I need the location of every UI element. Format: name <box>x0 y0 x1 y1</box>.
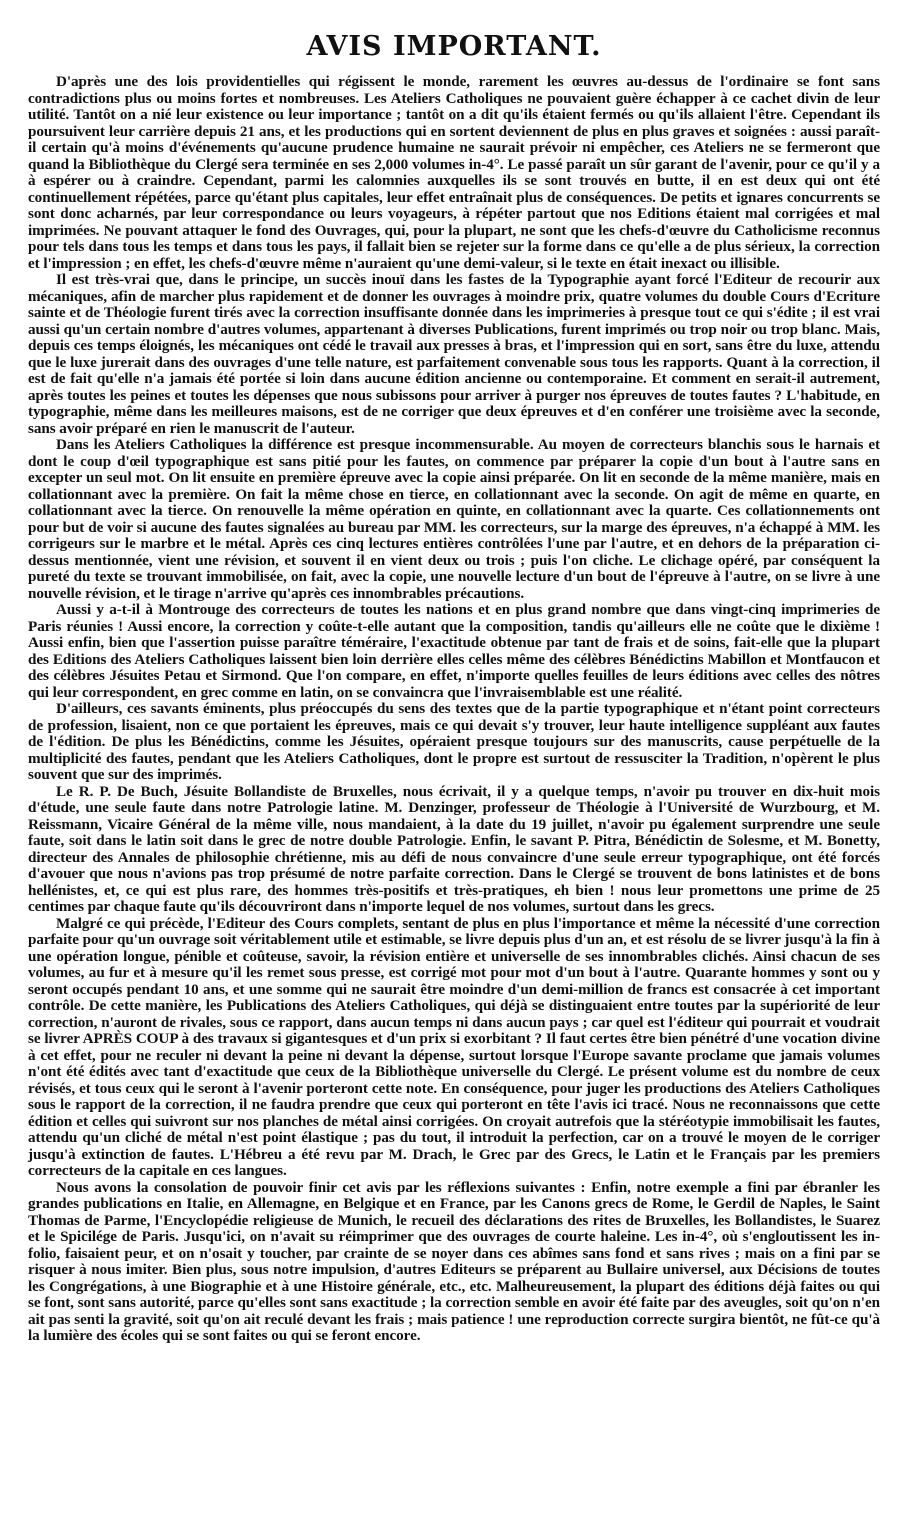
paragraph-3: Dans les Ateliers Catholiques la différence est presque incommensurable. Au moyen de correcteurs blanchis sous le harnais et dont le coup d'œil typographique est sans pitié pour les fautes, on commence par préparer la copie d'un bout à l'autre sans en excepter un seul mot. On lit ensuite en première épreuve avec la copie ainsi préparée. On lit en seconde de la même manière, mais en collationnant avec la première. On fait la même chose en tierce, en collationnant avec la seconde. On agit de même en quarte, en collationnant avec la tierce. On renouvelle la même opération en quinte, en collationnant avec la quarte. Ces collationnements ont pour but de voir si aucune des fautes signalées au bureau par MM. les correcteurs, sur la marge des épreuves, n'a échappé à MM. les corrigeurs sur le marbre et le métal. Après ces cinq lectures entières contrôlées l'une par l'autre, et en dehors de la préparation ci-dessus mentionnée, vient une révision, et souvent il en vient deux ou trois ; puis l'on cliche. Le clichage opéré, par conséquent la pureté du texte se trouvant immobilisée, on fait, avec la copie, une nouvelle lecture d'un bout de l'épreuve à l'autre, on se livre à une nouvelle révision, et le tirage n'arrive qu'après ces innombrables précautions. <box>28 436 880 602</box>
paragraph-7: Malgré ce qui précède, l'Editeur des Cours complets, sentant de plus en plus l'importance et même la nécessité d'une correction parfaite pour qu'un ouvrage soit véritablement utile et estimable, se livre depuis plus d'un an, et est résolu de se livrer jusqu'à la fin à une opération longue, pénible et coûteuse, savoir, la révision entière et universelle de ses innombrables clichés. Ainsi chacun de ses volumes, au fur et à mesure qu'il les remet sous presse, est corrigé mot pour mot d'un bout à l'autre. Quarante hommes y sont ou y seront occupés pendant 10 ans, et une somme qui ne saurait être moindre d'un demi-million de francs est consacrée à cet important contrôle. De cette manière, les Publications des Ateliers Catholiques, qui déjà se distinguaient entre toutes par la supériorité de leur correction, n'auront de rivales, sous ce rapport, dans aucun temps ni dans aucun pays ; car quel est l'éditeur qui pourrait et voudrait se livrer APRÈS COUP à des travaux si gigantesques et d'un prix si exorbitant ? Il faut certes être bien pénétré d'une vocation divine à cet effet, pour ne reculer ni devant la peine ni devant la dépense, surtout lorsque l'Europe savante proclame que jamais volumes n'ont été édités avec tant d'exactitude que ceux de la Bibliothèque universelle du Clergé. Le présent volume est du nombre de ceux révisés, et tous ceux qui le seront à l'avenir porteront cette note. En conséquence, pour juger les productions des Ateliers Catholiques sous le rapport de la correction, il ne faudra prendre que ceux qui porteront en tête l'avis ici tracé. Nous ne reconnaissons que cette édition et celles qui suivront sur nos planches de métal ainsi corrigées. On croyait autrefois que la stéréotypie immobilisait les fautes, attendu qu'un cliché de métal n'est point élastique ; pas du tout, il introduit la perfection, car on a trouvé le moyen de le corriger jusqu'à extinction de fautes. L'Hébreu a été revu par M. Drach, le Grec par des Grecs, le Latin et le Français par les premiers correcteurs de la capitale en ces langues. <box>28 914 880 1179</box>
paragraph-5: D'ailleurs, ces savants éminents, plus préoccupés du sens des textes que de la partie typographique et n'étant point correcteurs de profession, lisaient, non ce que portaient les épreuves, mais ce qui devait s'y trouver, leur haute intelligence suppléant aux fautes de l'édition. De plus les Bénédictins, comme les Jésuites, opéraient presque toujours sur des manuscrits, cause perpétuelle de la multiplicité des fautes, pendant que les Ateliers Catholiques, dont le propre est surtout de ressusciter la Tradition, n'opèrent le plus souvent que sur des imprimés. <box>28 700 880 783</box>
document-body <box>28 74 880 1345</box>
paragraph-8: Nous avons la consolation de pouvoir finir cet avis par les réflexions suivantes : Enfin, notre exemple a fini par ébranler les grandes publications en Italie, en Allemagne, en Belgique et en France, par les Canons grecs de Rome, le Gerdil de Naples, le Saint Thomas de Parme, l'Encyclopédie religieuse de Munich, le recueil des déclarations des rites de Bruxelles, les Bollandistes, le Suarez et le Spicilége de Paris. Jusqu'ici, on n'avait su réimprimer que des ouvrages de courte haleine. Les in-4°, où s'engloutissent les in-folio, faisaient peur, et on n'osait y toucher, par crainte de se noyer dans ces abîmes sans fond et sans rives ; mais on a fini par se risquer à nous imiter. Bien plus, sous notre impulsion, d'autres Editeurs se préparent au Bullaire universel, aux Décisions de toutes les Congrégations, à une Biographie et à une Histoire générale, etc., etc. Malheureusement, la plupart des éditions déjà faites ou qui se font, sont sans autorité, parce qu'elles sont sans exactitude ; la correction semble en avoir été faite par des aveugles, soit qu'on n'en ait pas senti la gravité, soit qu'on ait reculé devant les frais ; mais patience ! une reproduction correcte surgira bientôt, ne fût-ce qu'à la lumière des écoles qui se sont faites ou qui se feront encore. <box>28 1178 880 1344</box>
paragraph-2: Il est très-vrai que, dans le principe, un succès inouï dans les fastes de la Typographie ayant forcé l'Editeur de recourir aux mécaniques, afin de marcher plus rapidement et de donner les ouvrages à moindre prix, quatre volumes du double Cours d'Ecriture sainte et de Théologie furent tirés avec la correction insuffisante donnée dans les imprimeries à presque tout ce qui s'édite ; il est vrai aussi qu'un certain nombre d'autres volumes, appartenant à diverses Publications, furent imprimés ou trop noir ou trop blanc. Mais, depuis ces temps éloignés, les mécaniques ont cédé le travail aux presses à bras, et l'impression qui en sort, sans être du luxe, attendu que le luxe jurerait dans des ouvrages d'une telle nature, est parfaitement convenable sous tous les rapports. Quant à la correction, il est de fait qu'elle n'a jamais été portée si loin dans aucune édition ancienne ou contemporaine. Et comment en serait-il autrement, après toutes les peines et toutes les dépenses que nous subissons pour arriver à purger nos épreuves de toutes fautes ? L'habitude, en typographie, même dans les meilleures maisons, est de ne corriger que deux épreuves et d'en conférer une troisième avec la seconde, sans avoir préparé en rien le manuscrit de l'auteur. <box>28 271 880 437</box>
document-page <box>28 32 880 1345</box>
paragraph-6: Le R. P. De Buch, Jésuite Bollandiste de Bruxelles, nous écrivait, il y a quelque temps, n'avoir pu trouver en dix-huit mois d'étude, une seule faute dans notre Patrologie latine. M. Denzinger, professeur de Théologie à l'Université de Wurzbourg, et M. Reissmann, Vicaire Général de la même ville, nous mandaient, à la date du 19 juillet, n'avoir pu également surprendre une seule faute, soit dans le latin soit dans le grec de notre double Patrologie. Enfin, le savant P. Pitra, Bénédictin de Solesme, et M. Bonetty, directeur des Annales de philosophie chrétienne, mis au défi de nous convaincre d'une seule erreur typographique, ont été forcés d'avouer que nous n'avions pas trop présumé de notre parfaite correction. Dans le Clergé se trouvent de bons latinistes et de bons hellénistes, et, ce qui est plus rare, des hommes très-positifs et très-pratiques, eh bien ! nous leur promettons une prime de 25 centimes par chaque faute qu'ils découvriront dans n'importe lequel de nos volumes, surtout dans les grecs. <box>28 782 880 915</box>
paragraph-4: Aussi y a-t-il à Montrouge des correcteurs de toutes les nations et en plus grand nombre que dans vingt-cinq imprimeries de Paris réunies ! Aussi encore, la correction y coûte-t-elle autant que la composition, tandis qu'ailleurs elle ne coûte que le dixième ! Aussi enfin, bien que l'assertion puisse paraître téméraire, l'exactitude obtenue par tant de frais et de soins, fait-elle que la plupart des Editions des Ateliers Catholiques laissent bien loin derrière elles celles même des célèbres Bénédictins Mabillon et Montfaucon et des célèbres Jésuites Petau et Sirmond. Que l'on compare, en effet, n'importe quelles feuilles de leurs éditions avec celles des nôtres qui leur correspondent, en grec comme en latin, on se convaincra que l'invraisemblable est une réalité. <box>28 601 880 701</box>
paragraph-1: D'après une des lois providentielles qui régissent le monde, rarement les œuvres au-dessus de l'ordinaire se font sans contradictions plus ou moins fortes et nombreuses. Les Ateliers Catholiques ne pouvaient guère échapper à ce cachet divin de leur utilité. Tantôt on a nié leur existence ou leur importance ; tantôt on a dit qu'ils étaient fermés ou qu'ils allaient l'être. Cependant ils poursuivent leur carrière depuis 21 ans, et les productions qui en sortent deviennent de plus en plus graves et soignées : aussi paraît-il certain qu'à moins d'événements qu'aucune prudence humaine ne saurait prévoir ni empêcher, ces Ateliers ne se fermeront que quand la Bibliothèque du Clergé sera terminée en ses 2,000 volumes in-4°. Le passé paraît un sûr garant de l'avenir, pour ce qu'il y a à espérer ou à craindre. Cependant, parmi les calomnies auxquelles ils se sont trouvés en butte, il en est deux qui ont été continuellement répétées, parce qu'étant plus capitales, leur effet entraînait plus de conséquences. De petits et ignares concurrents se sont donc acharnés, par leur correspondance ou leurs voyageurs, à répéter partout que nos Editions étaient mal corrigées et mal imprimées. Ne pouvant attaquer le fond des Ouvrages, qui, pour la plupart, ne sont que les chefs-d'œuvre du Catholicisme reconnus pour tels dans tous les temps et dans tous les pays, il fallait bien se rejeter sur la forme dans ce qu'elle a de plus sérieux, la correction et l'impression ; en effet, les chefs-d'œuvre même n'auraient qu'une demi-valeur, si le texte en était inexact ou illisible. <box>28 73 880 272</box>
document-title: AVIS IMPORTANT. <box>306 31 602 62</box>
